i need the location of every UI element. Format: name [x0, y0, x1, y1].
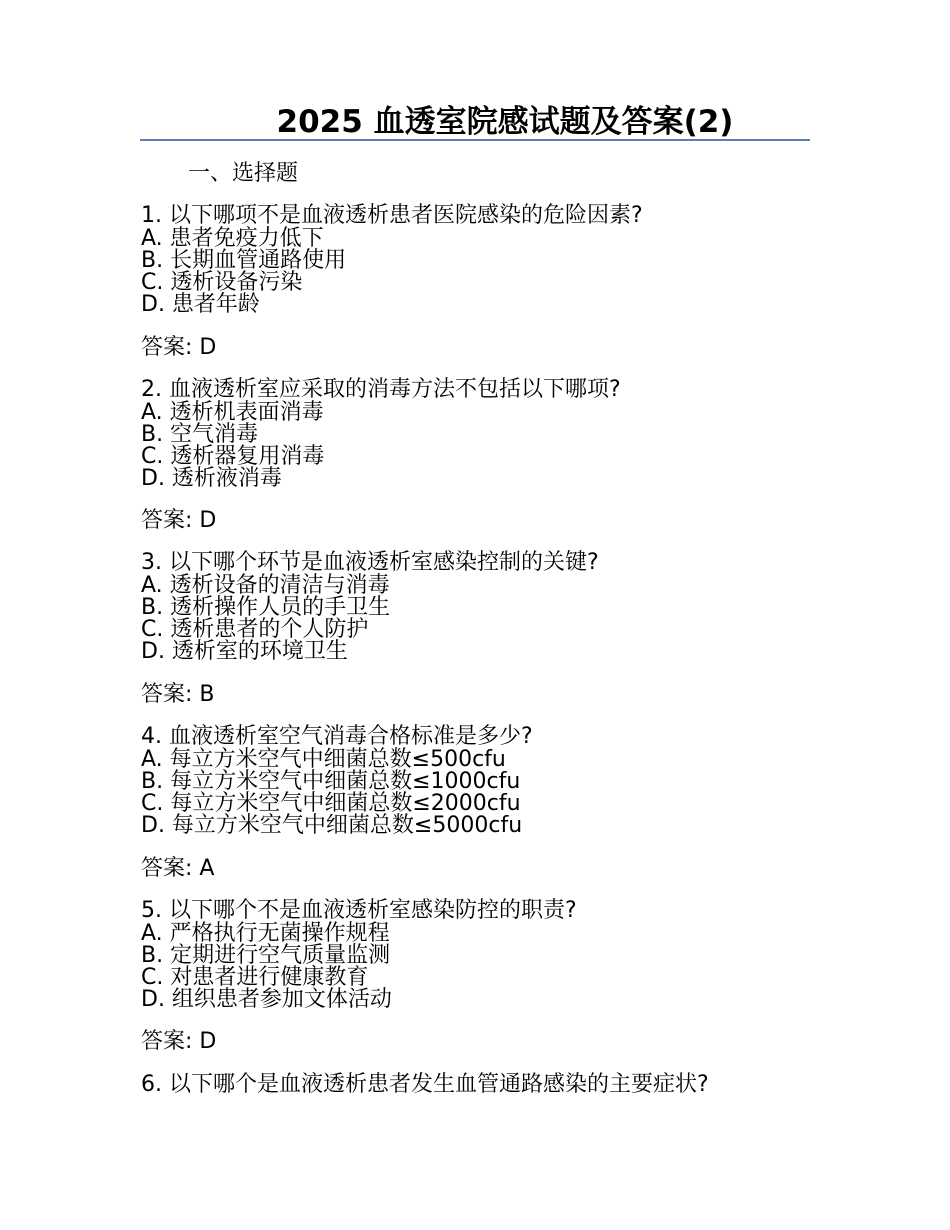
option-a: A. 透析设备的清洁与消毒: [141, 573, 390, 598]
question-stem: 4. 血液透析室空气消毒合格标准是多少?: [141, 724, 533, 749]
answer-2: 答案: D: [141, 508, 217, 533]
question-2: [141, 378, 831, 490]
option-c: C. 透析器复用消毒: [141, 444, 325, 469]
question-stem: 2. 血液透析室应采取的消毒方法不包括以下哪项?: [141, 377, 621, 402]
answer-4: 答案: A: [141, 856, 215, 881]
question-stem: 1. 以下哪项不是血液透析患者医院感染的危险因素?: [141, 203, 643, 228]
option-a: A. 每立方米空气中细菌总数≤500cfu: [141, 747, 506, 772]
option-b: B. 定期进行空气质量监测: [141, 943, 391, 968]
option-d: D. 组织患者参加文体活动: [141, 987, 392, 1012]
option-b: B. 每立方米空气中细菌总数≤1000cfu: [141, 769, 521, 794]
option-b: B. 透析操作人员的手卫生: [141, 595, 391, 620]
question-stem: 5. 以下哪个不是血液透析室感染防控的职责?: [141, 898, 577, 923]
option-c: C. 透析设备污染: [141, 270, 303, 295]
option-d: D. 每立方米空气中细菌总数≤5000cfu: [141, 813, 523, 838]
title-underline: [140, 139, 810, 141]
option-b: B. 空气消毒: [141, 422, 259, 447]
option-a: A. 严格执行无菌操作规程: [141, 921, 390, 946]
question-3: [141, 551, 831, 663]
question-4: [141, 725, 831, 837]
option-b: B. 长期血管通路使用: [141, 248, 347, 273]
question-stem: 3. 以下哪个环节是血液透析室感染控制的关键?: [141, 550, 599, 575]
option-d: D. 患者年龄: [141, 292, 260, 317]
option-d: D. 透析室的环境卫生: [141, 639, 348, 664]
option-a: A. 透析机表面消毒: [141, 400, 324, 425]
question-5: [141, 899, 831, 1011]
option-d: D. 透析液消毒: [141, 466, 282, 491]
document-title: 2025 血透室院感试题及答案(2): [276, 104, 734, 140]
option-c: C. 透析患者的个人防护: [141, 617, 369, 642]
option-c: C. 对患者进行健康教育: [141, 965, 369, 990]
answer-5: 答案: D: [141, 1029, 217, 1054]
section-heading: 一、选择题: [188, 161, 299, 186]
option-a: A. 患者免疫力低下: [141, 226, 324, 251]
answer-1: 答案: D: [141, 335, 217, 360]
question-stem: 6. 以下哪个是血液透析患者发生血管通路感染的主要症状?: [141, 1072, 709, 1097]
question-6: [141, 1073, 831, 1097]
answer-3: 答案: B: [141, 682, 215, 707]
option-c: C. 每立方米空气中细菌总数≤2000cfu: [141, 791, 521, 816]
question-1: [141, 204, 831, 316]
